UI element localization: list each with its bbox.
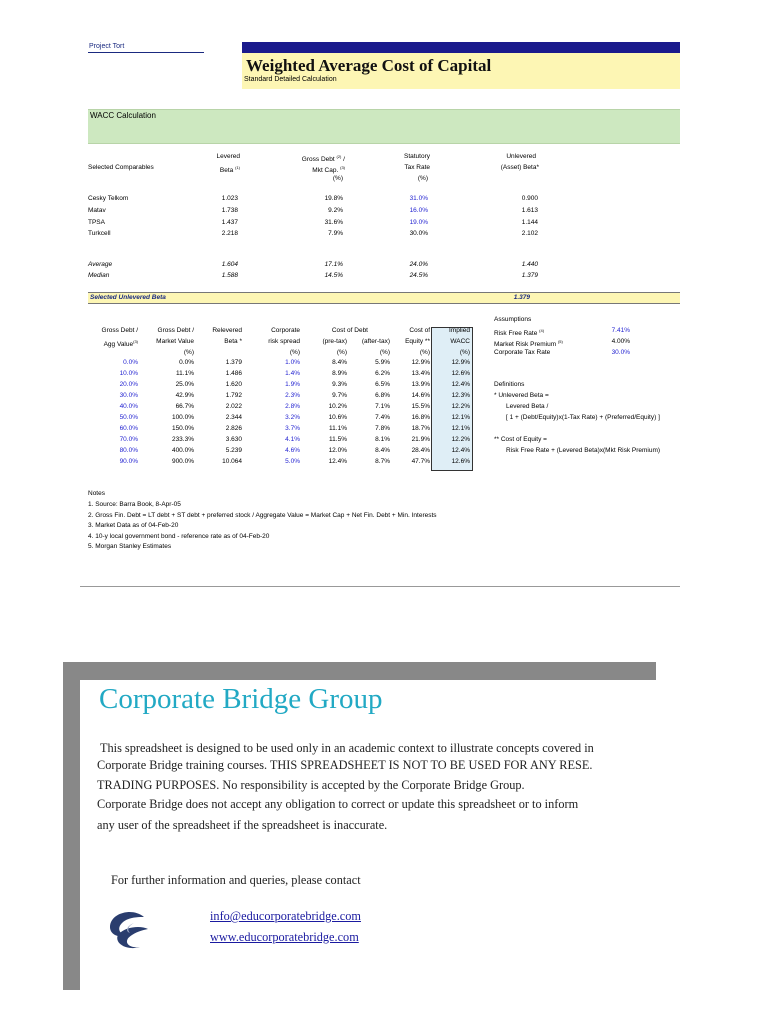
median-unlevered-beta: 1.379: [521, 272, 538, 279]
levered-header-2: Beta $^{(1)}$: [219, 165, 240, 175]
relever-market-value-ratio: 0.0%: [179, 359, 194, 366]
relever-cost-of-debt-pretax: 12.4%: [328, 458, 347, 465]
email-link[interactable]: info@educorporatebridge.com: [210, 909, 361, 923]
comparable-unlevered-beta: 0.900: [521, 195, 538, 202]
definition-2: Levered Beta /: [506, 403, 549, 410]
relever-agg-value-ratio: 10.0%: [119, 370, 138, 377]
relever-risk-spread: 2.3%: [285, 392, 300, 399]
relever-cost-of-equity: 47.7%: [411, 458, 430, 465]
relever-cost-of-debt-aftertax: 8.4%: [375, 447, 390, 454]
relever-implied-wacc: 12.2%: [451, 436, 470, 443]
tax-rate-label: Corporate Tax Rate: [494, 349, 551, 356]
comparable-tax-rate: 16.0%: [409, 207, 428, 214]
relever-cost-of-debt-pretax: 9.7%: [332, 392, 347, 399]
selected-beta-label: Selected Unlevered Beta: [90, 294, 166, 301]
relever-agg-value-ratio: 80.0%: [119, 447, 138, 454]
risk-free-value: 7.41%: [611, 327, 630, 334]
comparable-name: Matav: [88, 207, 106, 214]
comparable-levered-beta: 2.218: [221, 230, 238, 237]
title-bar: [242, 42, 680, 53]
comparable-debt-ratio: 19.8%: [324, 195, 343, 202]
header-cost-of-equity-3: (%): [419, 349, 430, 356]
header-gross-debt-agg-1: Gross Debt /: [101, 327, 138, 334]
relever-market-value-ratio: 100.0%: [171, 414, 194, 421]
relever-agg-value-ratio: 70.0%: [119, 436, 138, 443]
relever-agg-value-ratio: 20.0%: [119, 381, 138, 388]
relever-cost-of-debt-aftertax: 8.1%: [375, 436, 390, 443]
comparable-tax-rate: 30.0%: [409, 230, 428, 237]
relever-relevered-beta: 2.022: [225, 403, 242, 410]
header-gross-debt-agg-sup: (3): [133, 339, 138, 344]
wacc-section-band: [88, 109, 680, 144]
relever-agg-value-ratio: 30.0%: [119, 392, 138, 399]
disclaimer-line-3: TRADING PURPOSES. No responsibility is accepted by the Corporate Bridge Group.: [97, 778, 525, 792]
relever-risk-spread: 2.8%: [285, 403, 300, 410]
relever-relevered-beta: 2.826: [225, 425, 242, 432]
assumptions-title: Assumptions: [494, 316, 532, 323]
relever-relevered-beta: 10.064: [222, 458, 242, 465]
relever-cost-of-debt-pretax: 12.0%: [328, 447, 347, 454]
relever-cost-of-equity: 14.6%: [411, 392, 430, 399]
header-gross-debt-agg-2: [86, 338, 138, 349]
header-gross-debt-mkt-3: (%): [183, 349, 194, 356]
relever-agg-value-ratio: 0.0%: [123, 359, 138, 366]
relever-agg-value-ratio: 90.0%: [119, 458, 138, 465]
relever-cost-of-equity: 12.9%: [411, 359, 430, 366]
disclaimer-line-5: any user of the spreadsheet if the spreadsheet is inaccurate.: [97, 818, 388, 832]
header-relevered-1: Relevered: [212, 327, 242, 334]
relever-implied-wacc: 12.1%: [451, 425, 470, 432]
comparable-unlevered-beta: 1.613: [521, 207, 538, 214]
gross-debt-header-3: (%): [332, 175, 343, 182]
header-implied-3: (%): [459, 349, 470, 356]
relever-cost-of-debt-aftertax: 7.1%: [375, 403, 390, 410]
relever-cost-of-equity: 13.4%: [411, 370, 430, 377]
tax-rate-value: 30.0%: [611, 349, 630, 356]
comparable-debt-ratio: 31.6%: [324, 219, 343, 226]
relever-market-value-ratio: 11.1%: [176, 370, 194, 377]
header-implied-2: WACC: [450, 338, 470, 345]
project-label: Project Tort: [89, 43, 125, 50]
average-tax-rate: 24.0%: [409, 261, 428, 268]
page-subtitle: Standard Detailed Calculation: [244, 76, 337, 83]
header-corporate-2: risk spread: [268, 338, 300, 345]
relever-risk-spread: 4.6%: [285, 447, 300, 454]
header-cost-of-equity-2: Equity **: [405, 338, 430, 345]
note-item: 4. 10-y local government bond - reference rate as of 04-Feb-20: [88, 532, 270, 540]
gross-debt-header-1: Gross Debt $^{(2)}$ /: [301, 154, 345, 164]
comparable-tax-rate: 19.0%: [409, 219, 428, 226]
note-item: 1. Source: Barra Book, 8-Apr-05: [88, 501, 181, 508]
relever-risk-spread: 3.7%: [285, 425, 300, 432]
mrp-value: 4.00%: [611, 338, 630, 345]
disclaimer-line-4: Corporate Bridge does not accept any obligation to correct or update this spreadsheet or to inform: [97, 797, 579, 811]
relever-cost-of-debt-aftertax: 7.8%: [375, 425, 390, 432]
relever-relevered-beta: 2.344: [225, 414, 242, 421]
median-tax-rate: 24.5%: [409, 272, 428, 279]
median-label: Median: [88, 272, 110, 279]
relever-market-value-ratio: 233.3%: [171, 436, 194, 443]
median-debt-ratio: 14.5%: [324, 272, 343, 279]
definition-4: ** Cost of Equity =: [494, 436, 547, 443]
header-gross-debt-mkt-2: Market Value: [156, 338, 194, 345]
comparable-name: Turkcell: [88, 230, 111, 237]
brand-title: Corporate Bridge Group: [99, 683, 383, 715]
relever-implied-wacc: 12.4%: [451, 381, 470, 388]
note-item: 3. Market Data as of 04-Feb-20: [88, 522, 179, 529]
definition-3: [ 1 + (Debt/Equity)x(1-Tax Rate) + (Preferred/Equity) ]: [506, 414, 660, 421]
note-item: 5. Morgan Stanley Estimates: [88, 543, 172, 550]
relever-cost-of-debt-aftertax: 6.5%: [375, 381, 390, 388]
project-underline: [88, 52, 204, 53]
relever-cost-of-equity: 21.9%: [411, 436, 430, 443]
relever-market-value-ratio: 25.0%: [175, 381, 194, 388]
relever-cost-of-debt-pretax: 10.6%: [328, 414, 347, 421]
relever-implied-wacc: 12.6%: [451, 458, 470, 465]
average-label: Average: [88, 261, 113, 268]
relever-cost-of-equity: 13.9%: [411, 381, 430, 388]
header-cost-of-equity-1: Cost of: [409, 327, 430, 334]
relever-implied-wacc: 12.6%: [451, 370, 470, 377]
selected-beta-band: [88, 292, 680, 304]
header-gross-debt-agg-2-text: Agg Value: [103, 341, 134, 349]
relever-relevered-beta: 3.630: [225, 436, 242, 443]
relever-relevered-beta: 5.239: [225, 447, 242, 454]
disclaimer-panel: [80, 680, 656, 990]
average-unlevered-beta: 1.440: [521, 261, 538, 268]
relever-cost-of-equity: 15.5%: [411, 403, 430, 410]
relever-cost-of-debt-aftertax: 7.4%: [375, 414, 390, 421]
corporate-bridge-logo-icon: [104, 905, 154, 955]
relever-market-value-ratio: 42.9%: [175, 392, 194, 399]
mrp-label: Market Risk Premium $^{(5)}$: [494, 339, 563, 349]
comparable-levered-beta: 1.023: [221, 195, 238, 202]
risk-free-label: Risk Free Rate $^{(4)}$: [494, 328, 545, 338]
gross-debt-header-2: Mkt Cap. $^{(3)}$: [312, 165, 345, 175]
relever-cost-of-debt-pretax: 11.5%: [329, 436, 347, 443]
disclaimer-line-2: Corporate Bridge training courses. THIS SPREADSHEET IS NOT TO BE USED FOR ANY RESE.: [97, 758, 593, 772]
median-levered-beta: 1.588: [221, 272, 238, 279]
tax-header-2: Tax Rate: [404, 164, 430, 171]
page-title: Weighted Average Cost of Capital: [246, 56, 492, 75]
relever-market-value-ratio: 66.7%: [175, 403, 194, 410]
levered-header-1: Levered: [216, 153, 240, 160]
relever-cost-of-equity: 28.4%: [411, 447, 430, 454]
header-cost-of-debt-pretax: (pre-tax): [322, 338, 347, 345]
wacc-section-label: WACC Calculation: [90, 111, 156, 120]
average-levered-beta: 1.604: [221, 261, 238, 268]
relever-implied-wacc: 12.9%: [451, 359, 470, 366]
relever-cost-of-debt-aftertax: 6.8%: [375, 392, 390, 399]
notes-title: Notes: [88, 490, 105, 497]
relever-agg-value-ratio: 60.0%: [119, 425, 138, 432]
relever-relevered-beta: 1.792: [225, 392, 242, 399]
comparable-debt-ratio: 9.2%: [328, 207, 343, 214]
relever-cost-of-debt-pretax: 9.3%: [332, 381, 347, 388]
definitions-title: Definitions: [494, 381, 525, 388]
comparable-name: TPSA: [88, 219, 105, 226]
comparable-unlevered-beta: 2.102: [521, 230, 538, 237]
website-link[interactable]: www.educorporatebridge.com: [210, 930, 359, 944]
relever-cost-of-debt-aftertax: 6.2%: [375, 370, 390, 377]
comparable-debt-ratio: 7.9%: [328, 230, 343, 237]
relever-cost-of-equity: 18.7%: [411, 425, 430, 432]
selected-beta-value: 1.379: [513, 294, 530, 301]
relever-implied-wacc: 12.4%: [451, 447, 470, 454]
comparable-name: Cesky Telkom: [88, 195, 129, 202]
relever-cost-of-debt-pretax: 10.2%: [328, 403, 347, 410]
average-debt-ratio: 17.1%: [324, 261, 343, 268]
relever-cost-of-equity: 16.8%: [411, 414, 430, 421]
header-cost-of-debt-aftertax: (after-tax): [361, 338, 390, 345]
disclaimer-line-1: This spreadsheet is designed to be used only in an academic context to illustrate concepts covered in: [100, 741, 594, 755]
header-aftertax-3: (%): [379, 349, 390, 356]
comparable-tax-rate: 31.0%: [409, 195, 428, 202]
tax-header-3: (%): [417, 175, 428, 182]
relever-relevered-beta: 1.620: [225, 381, 242, 388]
header-corporate-1: Corporate: [271, 327, 300, 334]
definition-1: * Unlevered Beta =: [494, 392, 549, 399]
header-gross-debt-mkt-1: Gross Debt /: [157, 327, 194, 334]
relever-risk-spread: 1.4%: [285, 370, 300, 377]
header-cost-of-debt: Cost of Debt: [331, 327, 368, 334]
section-divider: [80, 586, 680, 587]
relever-cost-of-debt-aftertax: 8.7%: [375, 458, 390, 465]
relever-agg-value-ratio: 50.0%: [119, 414, 138, 421]
relever-risk-spread: 5.0%: [285, 458, 300, 465]
header-corporate-3: (%): [289, 349, 300, 356]
header-implied-1: Implied: [449, 327, 470, 334]
relever-relevered-beta: 1.379: [225, 359, 242, 366]
relever-risk-spread: 1.0%: [285, 359, 300, 366]
relever-cost-of-debt-aftertax: 5.9%: [375, 359, 390, 366]
relever-agg-value-ratio: 40.0%: [119, 403, 138, 410]
relever-market-value-ratio: 400.0%: [171, 447, 194, 454]
relever-risk-spread: 1.9%: [285, 381, 300, 388]
relever-relevered-beta: 1.486: [225, 370, 242, 377]
relever-market-value-ratio: 150.0%: [171, 425, 194, 432]
relever-implied-wacc: 12.3%: [451, 392, 470, 399]
relever-market-value-ratio: 900.0%: [171, 458, 194, 465]
unlev-header-2: (Asset) Beta*: [500, 164, 539, 171]
relever-cost-of-debt-pretax: 11.1%: [329, 425, 347, 432]
header-cost-of-debt-3: (%): [336, 349, 347, 356]
relever-cost-of-debt-pretax: 8.4%: [332, 359, 347, 366]
relever-risk-spread: 3.2%: [285, 414, 300, 421]
relever-risk-spread: 4.1%: [285, 436, 300, 443]
unlev-header-1: Unlevered: [506, 153, 536, 160]
comparable-levered-beta: 1.437: [221, 219, 238, 226]
header-relevered-2: Beta *: [224, 338, 242, 345]
company-header: Selected Comparables: [88, 164, 154, 171]
relever-cost-of-debt-pretax: 8.9%: [332, 370, 347, 377]
comparable-unlevered-beta: 1.144: [521, 219, 538, 226]
tax-header-1: Statutory: [403, 153, 430, 160]
comparable-levered-beta: 1.738: [221, 207, 238, 214]
contact-text: For further information and queries, please contact: [111, 873, 361, 887]
relever-implied-wacc: 12.1%: [451, 414, 470, 421]
note-item: 2. Gross Fin. Debt = LT debt + ST debt + preferred stock / Aggregate Value = Market Cap + Net Fin. Debt + Min. Interests: [88, 511, 437, 519]
relever-implied-wacc: 12.2%: [451, 403, 470, 410]
definition-5: Risk Free Rate + (Levered Beta)x(Mkt Risk Premium): [506, 447, 661, 454]
